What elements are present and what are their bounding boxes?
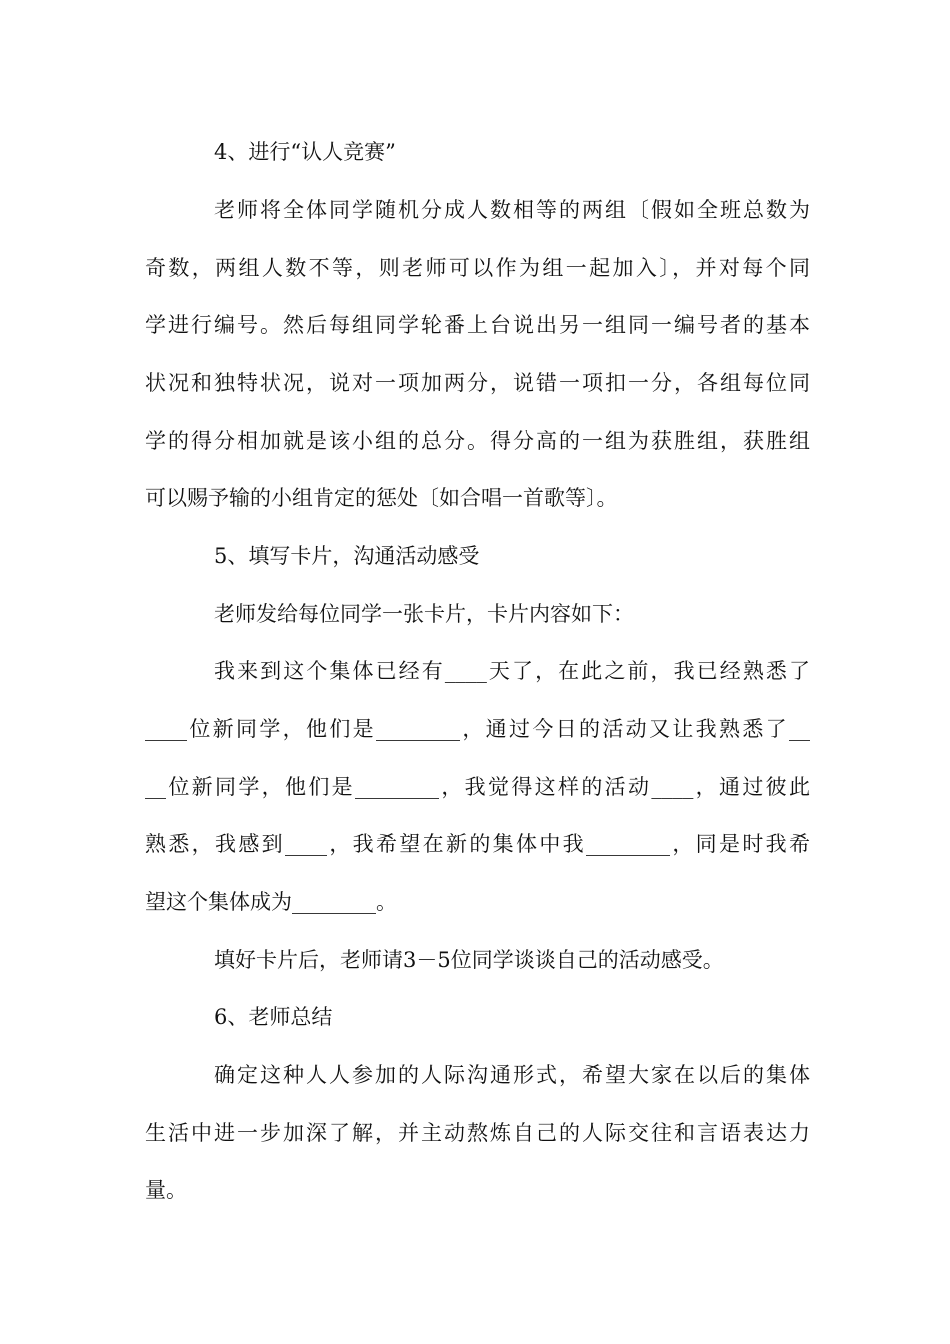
card-text-line: __位新同学，他们是________，我觉得这样的活动____，通过彼此 [145, 775, 810, 799]
section-heading-6: 6、老师总结 [214, 1005, 333, 1029]
card-text-line: 望这个集体成为________。 [145, 890, 397, 914]
paragraph-line: 学进行编号。然后每组同学轮番上台说出另一组同一编号者的基本 [145, 313, 810, 337]
paragraph-line: 填好卡片后，老师请3－5位同学谈谈自己的活动感受。 [214, 948, 724, 972]
paragraph-line: 可以赐予输的小组肯定的惩处〔如合唱一首歌等〕。 [145, 486, 618, 510]
paragraph-line: 状况和独特状况，说对一项加两分，说错一项扣一分，各组每位同 [145, 371, 810, 395]
paragraph-line: 奇数，两组人数不等，则老师可以作为组一起加入〕，并对每个同 [145, 256, 810, 280]
paragraph-line: 确定这种人人参加的人际沟通形式，希望大家在以后的集体 [214, 1063, 810, 1087]
paragraph-line: 老师发给每位同学一张卡片，卡片内容如下： [214, 602, 634, 626]
paragraph-line: 生活中进一步加深了解，并主动熬炼自己的人际交往和言语表达力 [145, 1121, 810, 1145]
section-heading-5: 5、填写卡片，沟通活动感受 [214, 544, 480, 568]
paragraph-line: 学的得分相加就是该小组的总分。得分高的一组为获胜组，获胜组 [145, 429, 810, 453]
paragraph-line: 老师将全体同学随机分成人数相等的两组〔假如全班总数为 [214, 198, 810, 222]
paragraph-line: 量。 [145, 1178, 187, 1202]
card-text-line: 熟悉，我感到____，我希望在新的集体中我________，同是时我希 [145, 832, 810, 856]
card-text-line: ____位新同学，他们是________，通过今日的活动又让我熟悉了__ [145, 717, 810, 741]
card-text-line: 我来到这个集体已经有____天了，在此之前，我已经熟悉了 [214, 659, 810, 683]
section-heading-4: 4、进行“认人竞赛” [214, 140, 396, 164]
